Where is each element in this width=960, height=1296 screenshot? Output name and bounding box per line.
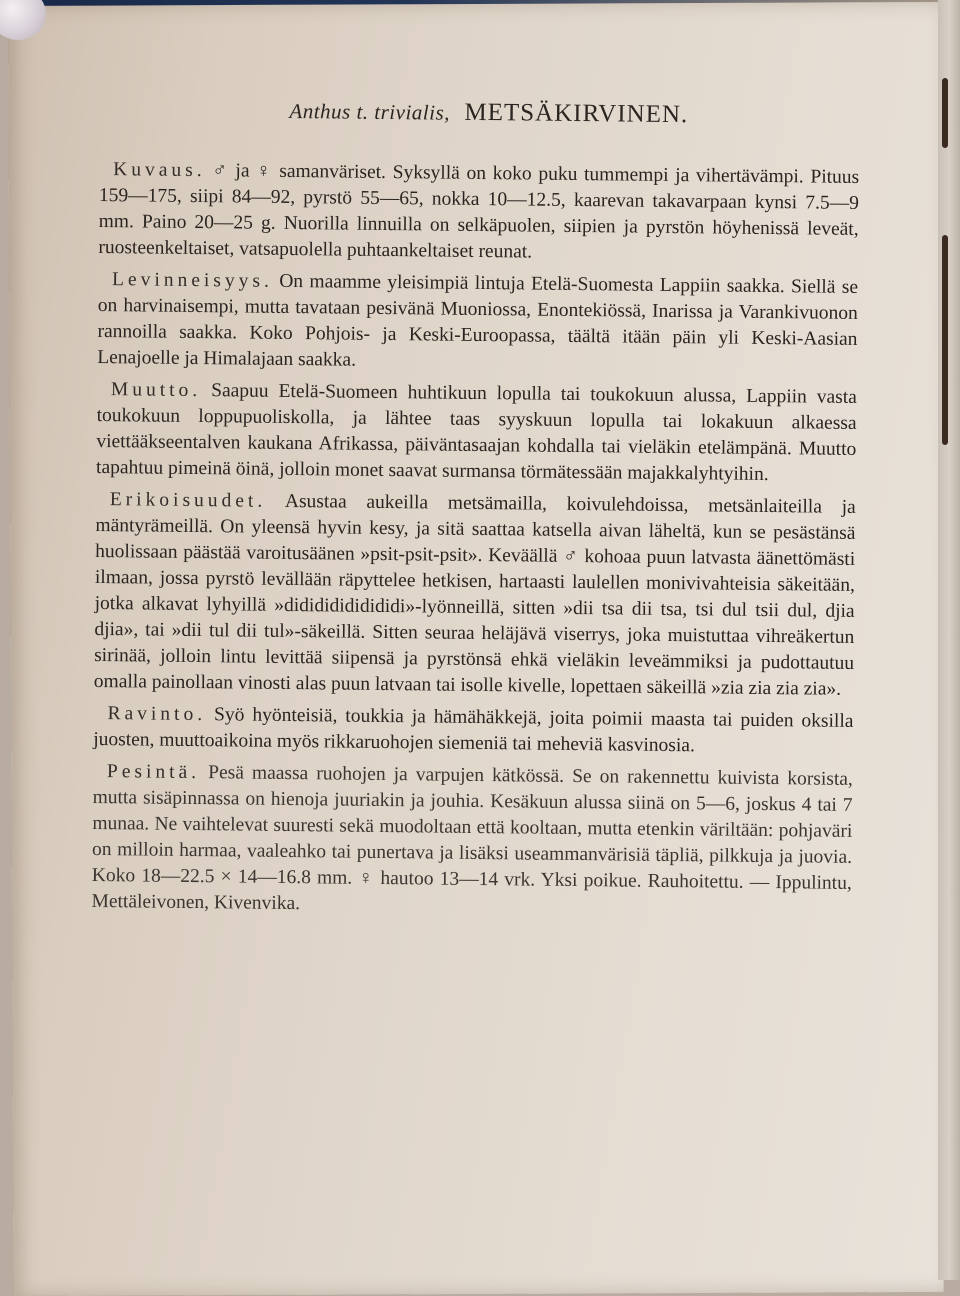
section-text: Pesä maassa ruohojen ja varpujen kätkössä. Se on rakennettu kuivista korsista, mutta sisäpinnassa on hienoja juuriakin ja jouhia. Kesäkuun alussa siinä on 5—6, joskus 4 tai 7 munaa. Ne vaihtelevat suuresti sekä muodoltaan että kooltaan, mutta etenkin väriltään: pohjaväri on milloin harmaa, vaaleahko tai punertava ja lisäksi useammanvärisiä täpliä, pilkkuja ja juovia. Koko 18—22.5 × 14—16.8 mm. ♀ hautoo 13—14 vrk. Yksi poikue. Rauhoitettu. — Ippulintu, Mettäleivonen, Kivenvika. xyxy=(91,762,853,915)
section-text: Saapuu Etelä-Suomeen huhtikuun lopulla tai toukokuun alussa, Lappiin vasta toukokuun loppupuoliskolla, ja lähtee taas syyskuun lopulla tai lokakuun alkaessa viettääkseentalven kaukana Afrikassa, päiväntasaajan kohdalla tai vieläkin etelämpänä. Muutto tapahtuu pimeinä öinä, jolloin monet saavat surmansa törmätessään majakkalyhtyihin. xyxy=(95,380,857,486)
binding-thread xyxy=(942,78,948,148)
section-text: On maamme yleisimpiä lintuja Etelä-Suomesta Lappiin saakka. Siellä se on harvinaisempi, mutta tavataan pesivänä Muoniossa, Enontekiössä, Inarissa ja Varankivuonon rannoilla saakka. Koko Pohjois- ja Keski-Euroopassa, täältä itään päin yli Keski-Aasian Lenajoelle ja Himalajaan saakka. xyxy=(97,270,859,371)
section-label: Muutto. xyxy=(110,379,202,402)
section-text: ♂ ja ♀ samanväriset. Syksyllä on koko puku tummempi ja vihertävämpi. Pituus 159—175, siipi 84—92, pyrstö 55—65, nokka 10—12.5, kaarevan takavarpaan kynsi 7.5—9 mm. Paino 20—25 g. Nuorilla linnuilla on selkäpuolen, siipien ja pyrstön höyhenissä leveät, ruosteenkeltaiset, vatsapuolella puhtaankeltaiset reunat. xyxy=(98,160,860,263)
common-name: METSÄKIRVINEN. xyxy=(464,98,689,129)
section-label: Erikoisuudet. xyxy=(109,489,267,512)
section-label: Pesintä. xyxy=(106,761,201,784)
page-content xyxy=(91,95,860,929)
section-label: Levinneisyys. xyxy=(111,269,274,292)
section-special-features xyxy=(94,487,856,703)
book-edge xyxy=(938,0,960,1280)
section-description xyxy=(98,157,859,269)
section-migration xyxy=(96,377,857,489)
section-nesting xyxy=(91,759,853,923)
section-text: Syö hyönteisiä, toukkia ja hämähäkkejä, joita poimii maasta tai puiden oksilla juosten, muuttoaikoina myös rikkaruohojen siemeniä tai meheviä kasvinosia. xyxy=(93,704,854,757)
section-text: Asustaa aukeilla metsämailla, koivulehdoissa, metsänlaiteilla ja mäntyrämeillä. On yleensä hyvin kesy, ja sitä saattaa katsella aivan läheltä, kun se pesästänsä huolissaan päästää varoitusäänen »psit-psit-psit». Keväällä ♂ kohoaa puun latvasta äänettömästi ilmaan, jossa pyrstö levällään räpyttelee hetkisen, hartaasti laulellen monivivahteisia säkeitään, jotka alkavat lyhyillä »didididididididi»-lyönneillä, sitten »dii tsa dii tsa, tsi dul tsii dul, djia djia», tai »dii tul dii tul»-säkeillä. Sitten seuraa heläjävä viserrys, joka muistuttaa vihreäkertun sirinää, jolloin lintu levittää siipensä ja pyrstönsä ehkä vieläkin leveämmiksi ja pudottautuu omalla painollaan vinosti alas puun latvaan tai isolle kivelle, lopettaen säkeillä »zia zia zia zia». xyxy=(93,490,856,700)
section-label: Ravinto. xyxy=(107,703,207,726)
section-label: Kuvaus. xyxy=(113,159,206,182)
latin-name: Anthus t. trivialis, xyxy=(289,98,451,125)
binding-thread xyxy=(942,235,948,445)
section-diet xyxy=(93,701,854,761)
section-distribution xyxy=(97,267,858,379)
